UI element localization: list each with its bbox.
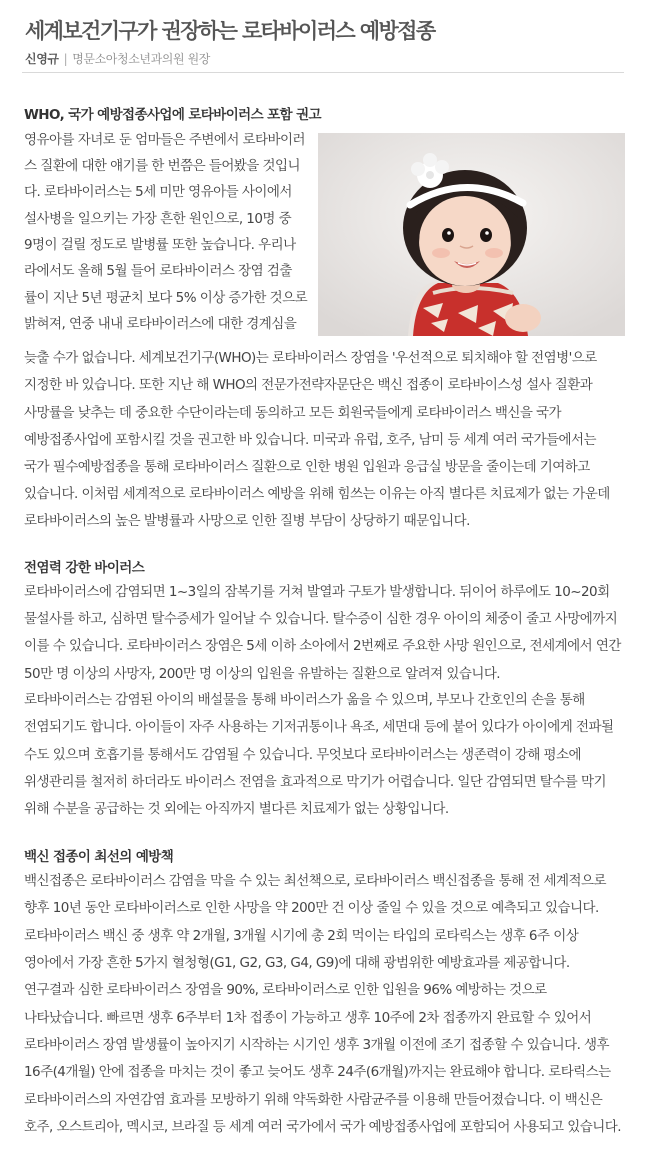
paragraph-line: 나타났습니다. 빠르면 생후 6주부터 1차 접종이 가능하고 생후 10주에 2차 접종까지 완료할 수 있어서 xyxy=(24,1010,592,1026)
paragraph-line: 9명이 걸릴 정도로 발병률 또한 높습니다. 우리나 xyxy=(24,237,296,253)
section-heading-virus: 전염력 강한 바이러스 xyxy=(24,560,145,576)
paragraph-line: 향후 10년 동안 로타바이러스로 인한 사망을 약 200만 건 이상 줄일 수 있을 것으로 예측되고 있습니다. xyxy=(24,900,599,916)
paragraph-line: 로타바이러스 백신 중 생후 약 2개월, 3개월 시기에 총 2회 먹이는 타입의 로타릭스는 생후 6주 이상 xyxy=(24,928,579,944)
paragraph-line: 위생관리를 철저히 하더라도 바이러스 전염을 효과적으로 막기가 어렵습니다. 일단 감염되면 탈수를 막기 xyxy=(24,774,607,790)
paragraph-line: 로타바이러스에 감염되면 1~3일의 잠복기를 거쳐 발열과 구토가 발생합니다. 뒤이어 하루에도 10~20회 xyxy=(24,584,610,600)
paragraph-line: 16주(4개월) 안에 접종을 마치는 것이 좋고 늦어도 생후 24주(6개월)까지는 완료해야 합니다. 로타릭스는 xyxy=(24,1064,611,1080)
paragraph-line: 로타바이러스는 감염된 아이의 배설물을 통해 바이러스가 옮을 수 있으며, 부모나 간호인의 손을 통해 xyxy=(24,692,585,708)
paragraph-line: 늦출 수가 없습니다. 세계보건기구(WHO)는 로타바이러스 장염을 '우선적으로 퇴치해야 할 전염병'으로 xyxy=(24,350,597,366)
byline-separator: | xyxy=(63,52,68,66)
paragraph-line: 영아에서 가장 흔한 5가지 혈청형(G1, G2, G3, G4, G9)에 대해 광범위한 예방효과를 제공합니다. xyxy=(24,955,570,971)
baby-photo xyxy=(318,133,625,336)
paragraph-line: 라에서도 올해 5월 들어 로타바이러스 장염 검출 xyxy=(24,263,292,279)
paragraph-line: 있습니다. 이처럼 세계적으로 로타바이러스 예방을 위해 힘쓰는 이유는 아직 별다른 치료제가 없는 가운데 xyxy=(24,486,610,502)
baby-photo-illustration xyxy=(318,133,625,336)
paragraph-line: 스 질환에 대한 얘기를 한 번쯤은 들어봤을 것입니 xyxy=(24,158,301,174)
paragraph-line: 국가 필수예방접종을 통해 로타바이러스 질환으로 인한 병원 입원과 응급실 방문을 줄이는데 기여하고 xyxy=(24,459,590,475)
paragraph-line: 사망률을 낮추는 데 중요한 수단이라는데 동의하고 모든 회원국들에게 로타바이러스 백신을 국가 xyxy=(24,405,562,421)
paragraph-line: 물설사를 하고, 심하면 탈수증세가 일어날 수 있습니다. 탈수증이 심한 경우 아이의 체중이 줄고 사망에까지 xyxy=(24,611,618,627)
author-name: 신영규 xyxy=(25,52,59,66)
paragraph-line: 연구결과 심한 로타바이러스 장염을 90%, 로타바이러스로 인한 입원을 96% 예방하는 것으로 xyxy=(24,982,547,998)
paragraph-line: 위해 수분을 공급하는 것 외에는 아직까지 별다른 치료제가 없는 상황입니다. xyxy=(24,801,449,817)
paragraph-line: 지정한 바 있습니다. 또한 지난 해 WHO의 전문가전략자문단은 백신 접종이 로타바이스성 설사 질환과 xyxy=(24,377,593,393)
section-heading-who: WHO, 국가 예방접종사업에 로타바이러스 포함 권고 xyxy=(24,107,321,123)
section-heading-vaccine: 백신 접종이 최선의 예방책 xyxy=(24,849,174,865)
paragraph-line: 수도 있으며 호흡기를 통해서도 감염될 수 있습니다. 무엇보다 로타바이러스는 생존력이 강해 평소에 xyxy=(24,747,582,763)
paragraph-line: 전염되기도 합니다. 아이들이 자주 사용하는 기저귀통이나 욕조, 세면대 등에 붙어 있다가 아이에게 전파될 xyxy=(24,719,614,735)
paragraph-line: 이를 수 있습니다. 로타바이러스 장염은 5세 이하 소아에서 2번째로 주요한 사망 원인으로, 전세계에서 연간 xyxy=(24,638,621,654)
paragraph-line: 예방접종사업에 포함시킬 것을 권고한 바 있습니다. 미국과 유럽, 호주, 남미 등 세계 여러 국가들에서는 xyxy=(24,432,596,448)
paragraph-line: 밝혀져, 연중 내내 로타바이러스에 대한 경계심을 xyxy=(24,316,297,332)
paragraph-line: 로타바이러스의 자연감염 효과를 모방하기 위해 약독화한 사람균주를 이용해 만들어졌습니다. 이 백신은 xyxy=(24,1092,603,1108)
byline xyxy=(25,50,210,67)
paragraph-line: 로타바이러스 장염 발생률이 높아지기 시작하는 시기인 생후 3개월 이전에 조기 접종할 수 있습니다. 생후 xyxy=(24,1037,610,1053)
paragraph-line: 률이 지난 5년 평균치 보다 5% 이상 증가한 것으로 xyxy=(24,290,308,306)
author-role: 명문소아청소년과의원 원장 xyxy=(72,52,210,66)
paragraph-line: 영유아를 자녀로 둔 엄마들은 주변에서 로타바이러 xyxy=(24,132,306,148)
paragraph-line: 백신접종은 로타바이러스 감염을 막을 수 있는 최선책으로, 로타바이러스 백신접종을 통해 전 세계적으로 xyxy=(24,873,607,889)
title-divider xyxy=(22,72,624,73)
paragraph-line: 50만 명 이상의 사망자, 200만 명 이상의 입원을 유발하는 질환으로 알려져 있습니다. xyxy=(24,666,501,682)
paragraph-line: 로타바이러스의 높은 발병률과 사망으로 인한 질병 부담이 상당하기 때문입니다. xyxy=(24,513,470,529)
paragraph-line: 설사병을 일으키는 가장 흔한 원인으로, 10명 중 xyxy=(24,211,292,227)
paragraph-line: 다. 로타바이러스는 5세 미만 영유아들 사이에서 xyxy=(24,184,292,200)
article-title: 세계보건기구가 권장하는 로타바이러스 예방접종 xyxy=(25,19,435,43)
paragraph-line: 호주, 오스트리아, 멕시코, 브라질 등 세계 여러 국가에서 국가 예방접종사업에 포함되어 사용되고 있습니다. xyxy=(24,1119,621,1135)
